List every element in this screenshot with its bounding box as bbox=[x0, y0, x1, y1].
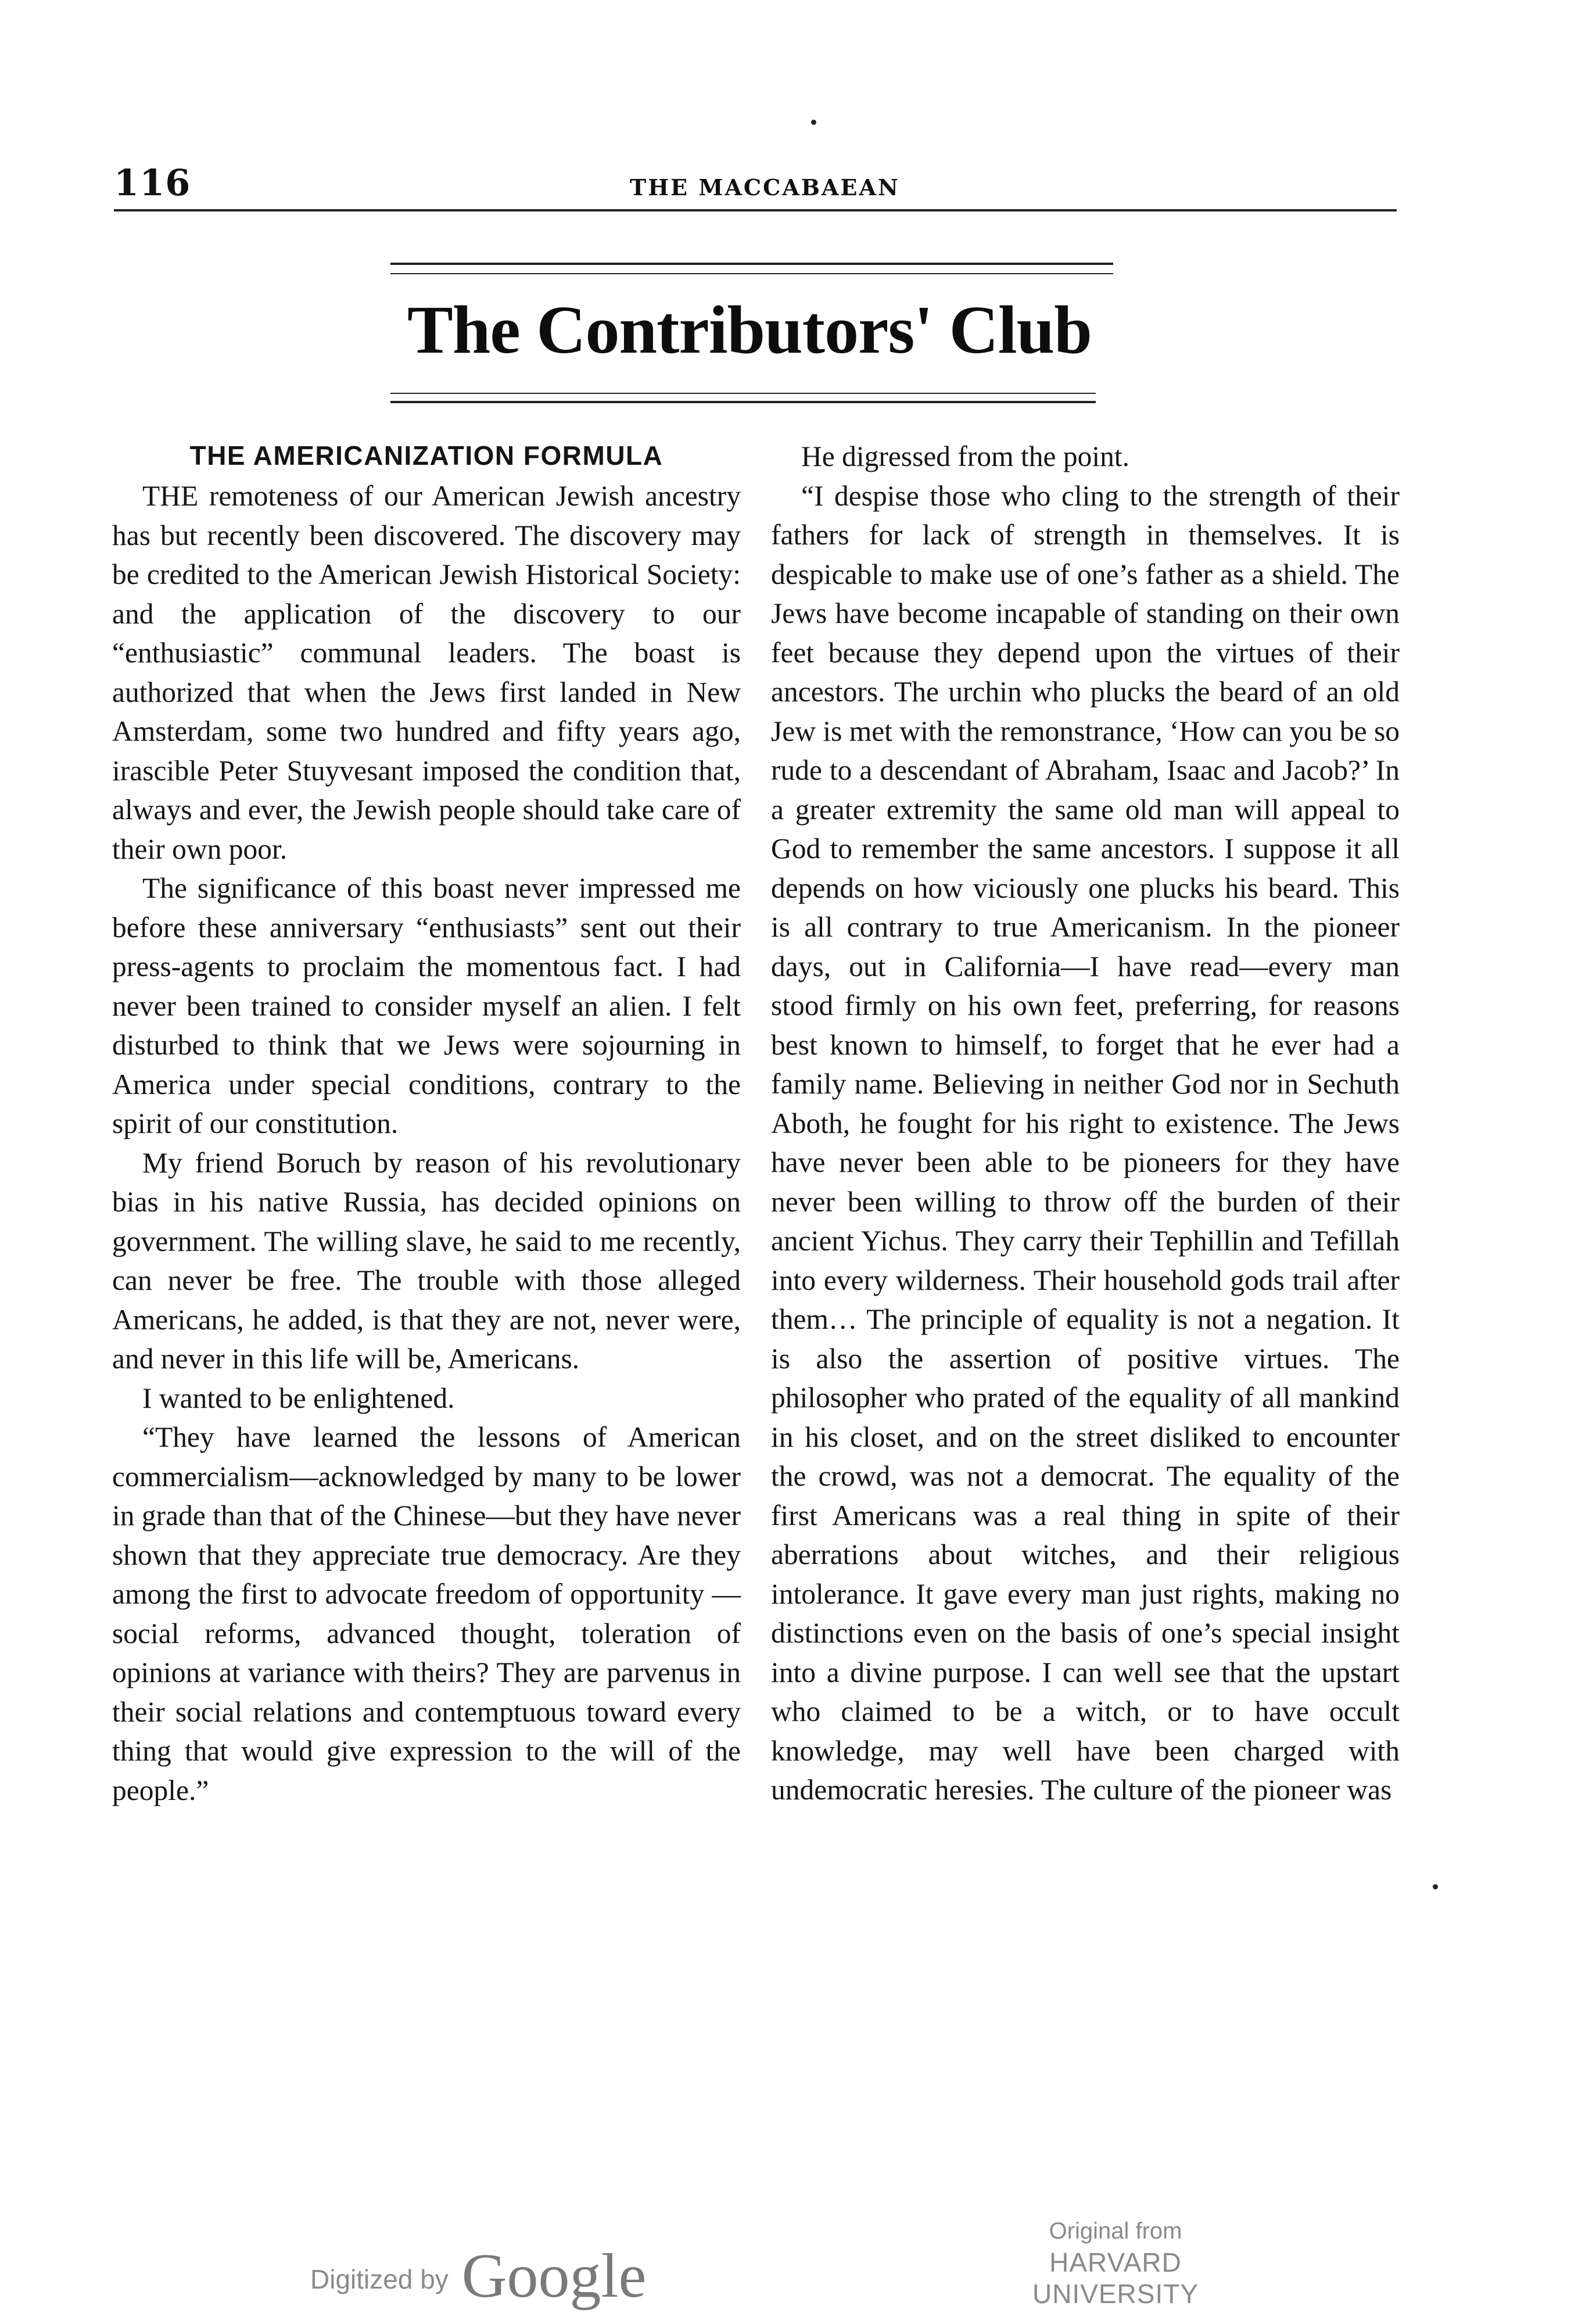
ink-speck bbox=[1433, 1884, 1438, 1889]
title-rule-bottom bbox=[390, 401, 1096, 403]
paragraph: THE remoteness of our American Jewish ancestry has but recently been discovered. The discovery may be credited to the American Jewish Historical Society: and the application of the discovery to our “enthusiastic” communal leaders. The boast is authorized that when the Jews first landed in New Amsterdam, some two hundred and fifty years ago, irascible Peter Stuyvesant imposed the condition that, always and ever, the Jewish people should take care of their own poor. bbox=[112, 480, 741, 865]
left-column bbox=[112, 437, 741, 1810]
title-rule-top bbox=[390, 263, 1113, 265]
paragraph: “I despise those who cling to the strength of their fathers for lack of strength in themselves. It is despicable to make use of one’s father as a shield. The Jews have become incapable of standing on their own feet because they depend upon the virtues of their ancestors. The urchin who plucks the beard of an old Jew is met with the remonstrance, ‘How can you be so rude to a descendant of Abraham, Isaac and Jacob?’ In a greater extremity the same old man will appeal to God to remember the same ancestors. I suppose it all depends on how viciously one plucks his beard. This is all contrary to true Americanism. In the pioneer days, out in California—I have read—every man stood firmly on his own feet, preferring, for reasons best known to himself, to forget that he ever had a family name. Believing in neither God nor in Sechuth Aboth, he fought for his right to existence. The Jews have never been able to be pioneers for they have never been willing to throw off the burden of their ancient Yichus. They carry their Tephillin and Tefillah into every wilderness. Their household gods trail after them… The principle of equality is not a negation. It is also the assertion of positive virtues. The philosopher who prated of the equality of all mankind in his closet, and on the street disliked to encounter the crowd, was not a democrat. The equality of the first Americans was a real thing in spite of their aberrations about witches, and their religious intolerance. It gave every man just rights, making no distinctions even on the basis of one’s special insight into a divine purpose. I can well see that the upstart who claimed to be a witch, or to have occult knowledge, may well have been charged with undemocratic heresies. The culture of the pioneer was bbox=[771, 479, 1400, 1806]
title-rule-bottom-thin bbox=[390, 393, 1096, 394]
page-number: 116 bbox=[114, 162, 191, 204]
paragraph: My friend Boruch by reason of his revolutionary bias in his native Russia, has decided opinions on government. The willing slave, he said to me recently, can never be free. The trouble with those alleged Americans, he added, is that they are not, never were, and never in this life will be, Americans. bbox=[112, 1146, 741, 1375]
right-column bbox=[771, 437, 1400, 1810]
digitized-by-label: Digitized by bbox=[310, 2264, 449, 2294]
ink-speck bbox=[811, 120, 816, 125]
paragraph: “They have learned the lessons of American commercialism—acknowledged by many to be lower in grade than that of the Chinese—but they have never shown that they appreciate true democracy. Are they among the first to advocate freedom of opportunity —social reforms, advanced thought, toleration of opinions at variance with theirs? They are parvenus in their social relations and contemptuous toward every thing that would give expression to the will of the people.” bbox=[112, 1421, 741, 1806]
original-from-label: Original from bbox=[1049, 2218, 1182, 2244]
title-rule-top-thin bbox=[390, 273, 1113, 274]
digitized-by-credit bbox=[310, 2232, 647, 2311]
running-head bbox=[114, 162, 1397, 208]
paragraph: He digressed from the point. bbox=[801, 440, 1129, 472]
running-title: THE MACCABAEAN bbox=[630, 174, 900, 200]
institution-name: HARVARD UNIVERSITY bbox=[1032, 2247, 1199, 2309]
original-source-credit bbox=[964, 2218, 1267, 2309]
header-rule bbox=[114, 209, 1397, 211]
section-title: The Contributors' Club bbox=[407, 292, 1092, 368]
article-heading: THE AMERICANIZATION FORMULA bbox=[189, 440, 663, 471]
paragraph: I wanted to be enlightened. bbox=[142, 1382, 455, 1414]
paragraph: The significance of this boast never impressed me before these anniversary “enthusiasts” sent out their press-agents to proclaim the momentous fact. I had never been trained to consider myself an alien. I felt disturbed to think that we Jews were sojourning in America under special conditions, contrary to the spirit of our constitution. bbox=[112, 872, 741, 1139]
google-logo: Google bbox=[461, 2241, 647, 2311]
